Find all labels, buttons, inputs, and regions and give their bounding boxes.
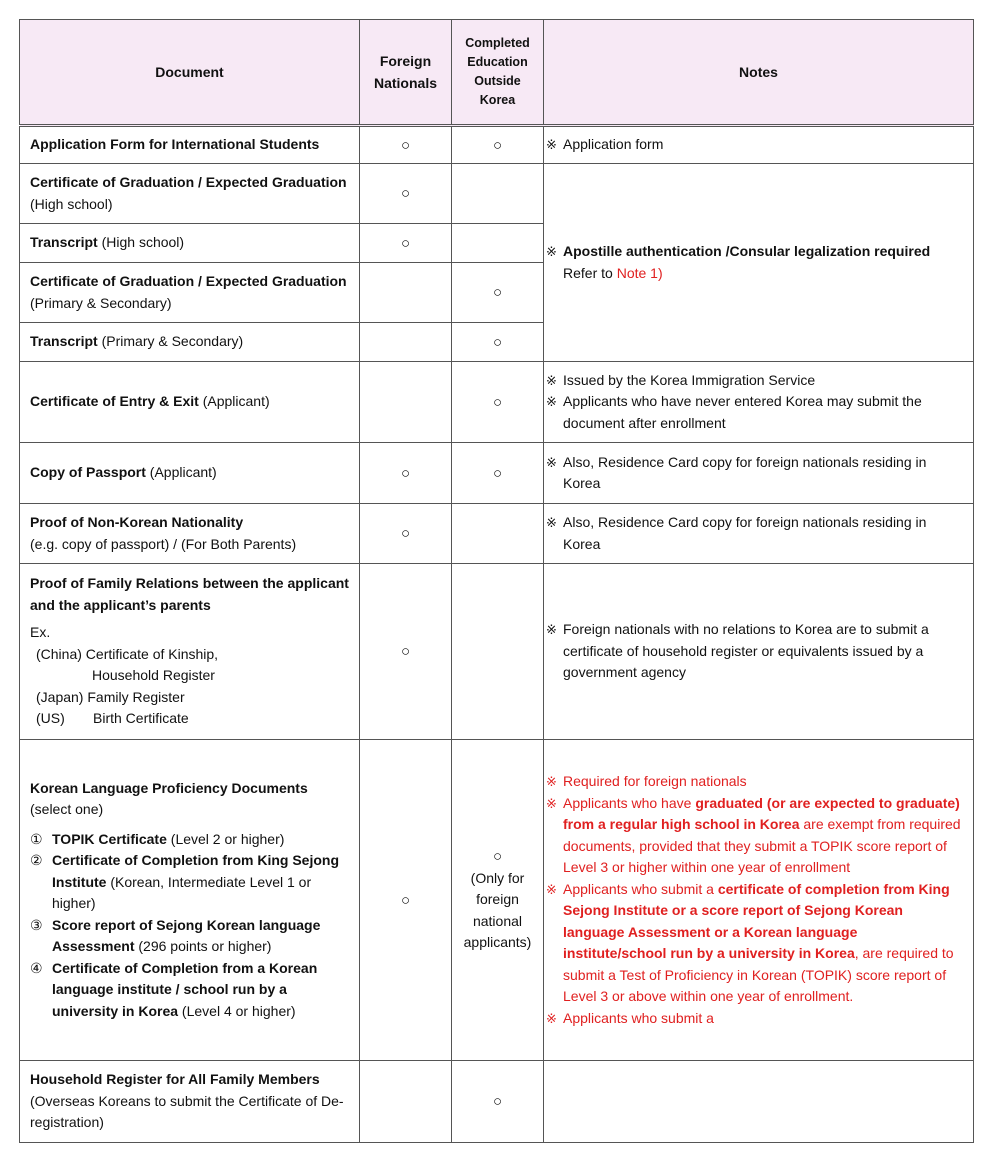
item-title: Certificate of Completion from King Sejong Institute <box>52 852 340 890</box>
table-row <box>20 443 974 504</box>
note-text: Applicants who submit a <box>563 1009 714 1026</box>
note-text: Issued by the Korea Immigration Service <box>563 371 816 388</box>
reference-mark-icon: ※ <box>546 622 557 638</box>
mark-foreign-nationals: ○ <box>360 164 452 224</box>
note-refer-to: Refer to <box>563 264 617 281</box>
item-qualifier: (Korean, Intermediate Level 1 or higher) <box>52 873 312 912</box>
reference-mark-icon: ※ <box>546 454 557 470</box>
doc-korean-language <box>20 740 360 1061</box>
item-qualifier: (Level 2 or higher) <box>166 830 285 847</box>
table-row <box>20 740 974 1061</box>
mark-completed-education: ○ <box>452 126 544 164</box>
item-qualifier: (Level 4 or higher) <box>178 1002 296 1019</box>
doc-household-register <box>20 1061 360 1143</box>
doc-transcript-primary-secondary <box>20 323 360 362</box>
doc-qualifier: (e.g. copy of passport) / (For Both Parents) <box>30 535 297 552</box>
list-item <box>30 958 351 1023</box>
note-cell <box>544 740 974 1061</box>
header-document: Document <box>20 20 360 126</box>
doc-qualifier: (Primary & Secondary) <box>97 333 244 350</box>
note-cell <box>544 1061 974 1143</box>
list-item <box>30 850 351 915</box>
mark-completed-education <box>452 164 544 224</box>
note-text: Applicants who submit a <box>563 880 718 897</box>
reference-mark-icon: ※ <box>546 137 557 153</box>
header-foreign-nationals: Foreign Nationals <box>360 20 452 126</box>
note-cell <box>544 126 974 164</box>
mark-foreign-nationals: ○ <box>360 564 452 740</box>
list-item <box>30 829 351 851</box>
doc-qualifier: (select one) <box>30 801 104 818</box>
table-row <box>20 126 974 164</box>
doc-qualifier: (Applicant) <box>145 464 217 481</box>
example-us <box>30 708 351 730</box>
doc-graduation-high-school <box>20 164 360 224</box>
doc-application-form: Application Form for International Students <box>20 126 360 164</box>
doc-qualifier: (High school) <box>30 195 113 212</box>
reference-mark-icon: ※ <box>546 372 557 388</box>
note-text: are exempt from required documents, provided that they submit a TOPIK score report of Level 3 or higher within one year of enrollment <box>563 816 961 875</box>
doc-graduation-primary-secondary <box>20 263 360 323</box>
note-cell <box>544 564 974 740</box>
reference-mark-icon: ※ <box>546 394 557 410</box>
table-row <box>20 362 974 443</box>
mark-completed-education <box>452 740 544 1061</box>
note-text: Also, Residence Card copy for foreign nationals residing in Korea <box>563 514 927 552</box>
doc-qualifier: (Overseas Koreans to submit the Certificate of De-registration) <box>30 1092 344 1131</box>
note-apostille: Apostille authentication /Consular legalization required <box>563 243 931 259</box>
note-cell <box>544 362 974 443</box>
reference-mark-icon: ※ <box>546 1010 557 1026</box>
note-text: Foreign nationals with no relations to Korea are to submit a certificate of household register or equivalents issued by a government agency <box>563 621 929 681</box>
mark-completed-education: ○ <box>452 263 544 323</box>
doc-title: Certificate of Entry & Exit <box>30 393 199 410</box>
table-row <box>20 504 974 564</box>
note-cell <box>544 164 974 362</box>
doc-title: Transcript <box>30 333 98 350</box>
table-row <box>20 164 974 224</box>
example-china: (China) Certificate of Kinship, <box>36 645 219 662</box>
item-qualifier: (296 points or higher) <box>134 938 272 955</box>
example-japan: (Japan) Family Register <box>36 688 185 705</box>
item-title: Score report of Sejong Korean language Assessment <box>52 916 321 955</box>
note-reference-link: Note 1) <box>616 264 663 281</box>
doc-entry-exit <box>20 362 360 443</box>
doc-family-relations <box>20 564 360 740</box>
doc-title: Household Register for All Family Members <box>30 1071 320 1088</box>
item-title: TOPIK Certificate <box>52 830 167 847</box>
required-documents-table <box>19 19 974 1143</box>
mark-foreign-nationals <box>360 323 452 362</box>
table-row <box>20 564 974 740</box>
note-text: Application form <box>563 136 664 153</box>
list-item <box>30 915 351 958</box>
example-us-country: (US) <box>36 710 65 727</box>
mark-completed-education: ○ <box>452 1061 544 1143</box>
reference-mark-icon: ※ <box>546 515 557 530</box>
item-title: Certificate of Completion from a Korean language institute / school run by a university in Korea <box>52 959 318 1019</box>
mark-foreign-nationals: ○ <box>360 443 452 504</box>
reference-mark-icon: ※ <box>546 774 557 789</box>
mark-foreign-nationals <box>360 1061 452 1143</box>
table-header-row <box>20 20 974 126</box>
doc-qualifier: (High school) <box>97 234 185 251</box>
note-text: Also, Residence Card copy for foreign nationals residing in Korea <box>563 453 927 491</box>
mark-circle: ○ <box>492 848 503 866</box>
doc-title: Korean Language Proficiency Documents <box>30 779 308 796</box>
example-china-2: Household Register <box>92 667 215 684</box>
mark-foreign-nationals: ○ <box>360 504 452 564</box>
list-number: ④ <box>30 959 43 976</box>
mark-foreign-nationals <box>360 263 452 323</box>
doc-title: Transcript <box>30 234 98 251</box>
table-row <box>20 1061 974 1143</box>
mark-foreign-nationals: ○ <box>360 224 452 263</box>
doc-title: Proof of Family Relations between the applicant and the applicant’s parents <box>30 575 349 613</box>
doc-title: Certificate of Graduation / Expected Graduation <box>30 273 347 289</box>
doc-transcript-high-school <box>20 224 360 263</box>
doc-title: Copy of Passport <box>30 464 146 481</box>
reference-mark-icon: ※ <box>546 881 557 897</box>
doc-title: Certificate of Graduation / Expected Graduation <box>30 174 347 190</box>
note-text: Applicants who have <box>563 794 696 811</box>
mark-completed-education: ○ <box>452 362 544 443</box>
doc-title: Proof of Non-Korean Nationality <box>30 514 244 530</box>
list-number: ② <box>30 852 43 869</box>
list-number: ① <box>30 830 43 847</box>
mark-completed-education <box>452 564 544 740</box>
doc-passport <box>20 443 360 504</box>
note-emphasis: certificate of completion from King Sejong Institute or a score report of Sejong Korean language Assessment or a Korean language institute/school run by a university in Korea <box>563 880 950 961</box>
header-notes: Notes <box>544 20 974 126</box>
mark-completed-education: ○ <box>452 443 544 504</box>
doc-qualifier: (Primary & Secondary) <box>30 294 172 311</box>
note-cell <box>544 504 974 564</box>
note-text: Applicants who have never entered Korea may submit the document after enrollment <box>563 393 922 431</box>
doc-non-korean-nationality <box>20 504 360 564</box>
doc-qualifier: (Applicant) <box>198 393 270 410</box>
list-number: ③ <box>30 916 43 933</box>
mark-condition: (Only for foreign national applicants) <box>463 869 532 951</box>
mark-foreign-nationals <box>360 362 452 443</box>
note-text: , are required to submit a Test of Proficiency in Korean (TOPIK) score report of Level 3 or above within one year of enrollment. <box>563 945 954 1004</box>
header-completed-education: Completed Education Outside Korea <box>452 20 544 126</box>
mark-completed-education <box>452 504 544 564</box>
reference-mark-icon: ※ <box>546 244 557 259</box>
mark-completed-education <box>452 224 544 263</box>
note-emphasis: graduated (or are expected to graduate) from a regular high school in Korea <box>563 794 960 832</box>
note-text: Required for foreign nationals <box>563 773 747 789</box>
mark-completed-education: ○ <box>452 323 544 362</box>
reference-mark-icon: ※ <box>546 795 557 811</box>
mark-foreign-nationals: ○ <box>360 126 452 164</box>
example-us-doc: Birth Certificate <box>93 710 189 727</box>
example-label: Ex. <box>30 624 51 641</box>
mark-foreign-nationals: ○ <box>360 740 452 1061</box>
note-cell <box>544 443 974 504</box>
